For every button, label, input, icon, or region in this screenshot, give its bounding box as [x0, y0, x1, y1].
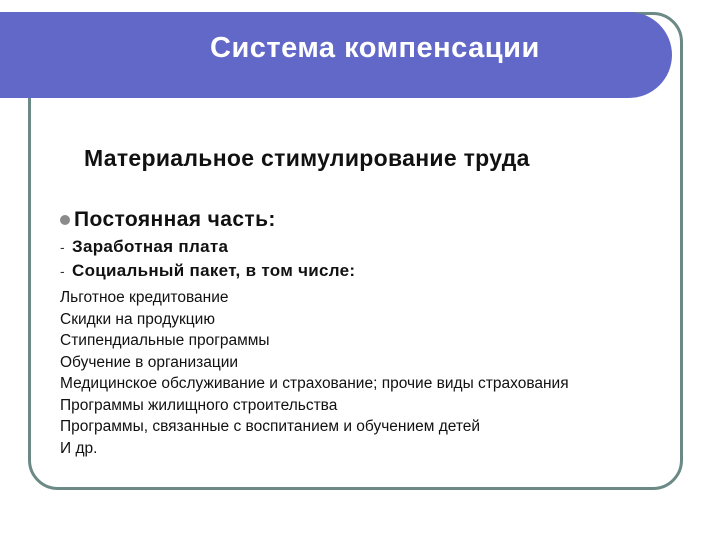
list-item: И др. — [60, 439, 98, 457]
list-item: Льготное кредитование — [60, 289, 229, 306]
slide-subtitle: Материальное стимулирование труда — [84, 145, 530, 171]
dash-item-text: Заработная плата — [72, 237, 229, 256]
dash-marker: - — [60, 263, 65, 279]
content-body — [60, 203, 680, 459]
list-item: Скидки на продукцию — [60, 310, 215, 328]
title-underline — [36, 106, 636, 109]
dash-marker: - — [60, 239, 65, 255]
bullet-dot-icon — [60, 215, 70, 225]
benefit-list — [60, 287, 680, 459]
list-item: Обучение в организации — [60, 353, 239, 371]
bullet-text: Постоянная часть: — [74, 208, 276, 231]
dash-item — [60, 261, 680, 285]
dash-item — [60, 237, 680, 261]
list-item: Программы жилищного строительства — [60, 396, 338, 414]
slide-title: Система компенсации — [210, 32, 540, 64]
dash-item-text: Социальный пакет, в том числе: — [72, 261, 356, 280]
list-item: Программы, связанные с воспитанием и обучением детей — [60, 418, 481, 435]
list-item: Стипендиальные программы — [60, 332, 270, 349]
title-bar — [0, 12, 672, 98]
bullet-item — [60, 203, 680, 237]
list-item: Медицинское обслуживание и страхование; прочие виды страхования — [60, 375, 569, 392]
